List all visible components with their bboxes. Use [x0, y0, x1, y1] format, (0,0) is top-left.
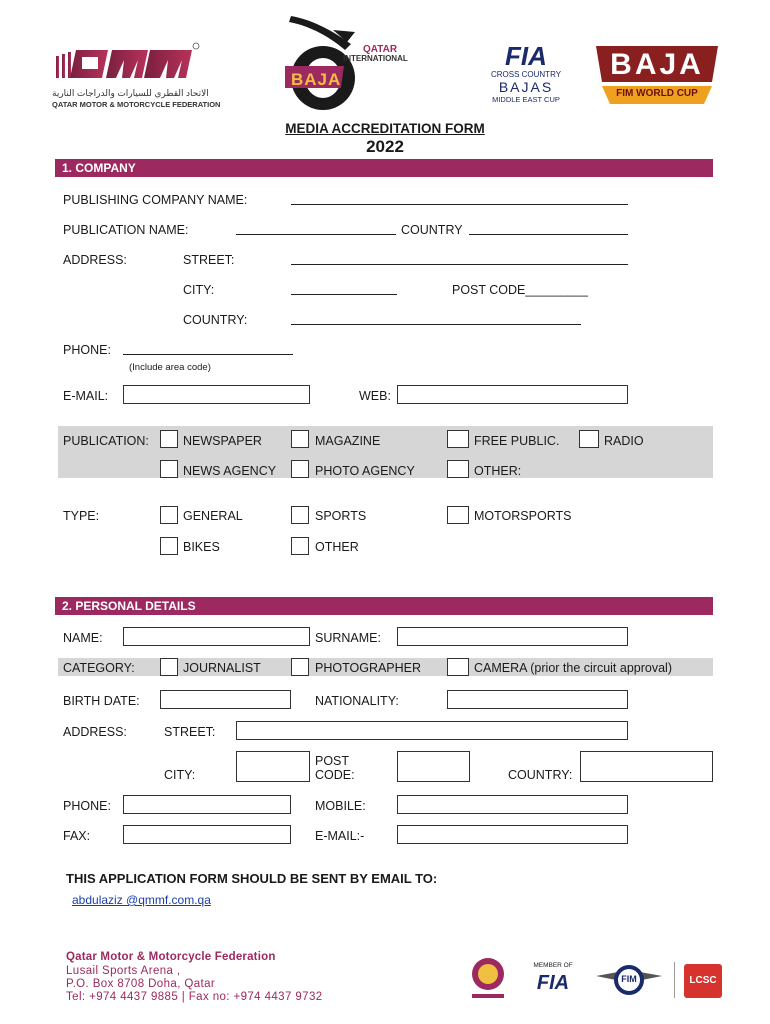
lcsc-divider — [674, 962, 675, 998]
member-of-fia — [528, 962, 578, 1000]
baja-qatar-text: QATAR — [363, 44, 398, 55]
personal-street-label: STREET: — [164, 725, 216, 739]
other-publication-label: OTHER: — [474, 464, 522, 478]
send-email-link[interactable]: abdulaziz @qmmf.com.qa — [72, 893, 211, 907]
mobile-input[interactable] — [397, 795, 628, 814]
radio-label: RADIO — [604, 434, 644, 448]
company-street-field[interactable] — [291, 264, 628, 265]
phone-hint: (Include area code) — [129, 362, 211, 373]
photographer-checkbox[interactable] — [291, 658, 309, 676]
company-phone-label: PHONE: — [63, 343, 111, 357]
general-checkbox[interactable] — [160, 506, 178, 524]
qatar-sport-emblem-icon — [468, 956, 508, 1000]
magazine-checkbox[interactable] — [291, 430, 309, 448]
bikes-checkbox[interactable] — [160, 537, 178, 555]
publication-name-label: PUBLICATION NAME: — [63, 223, 189, 237]
photographer-label: PHOTOGRAPHER — [315, 661, 422, 675]
newspaper-label: NEWSPAPER — [183, 434, 262, 448]
personal-postcode-input[interactable] — [397, 751, 470, 782]
sports-label: SPORTS — [315, 509, 367, 523]
company-phone-field[interactable] — [123, 354, 293, 355]
photo-agency-checkbox[interactable] — [291, 460, 309, 478]
personal-phone-input[interactable] — [123, 795, 291, 814]
lcsc-text: LCSC — [689, 975, 717, 986]
publication-name-field[interactable] — [236, 234, 396, 235]
personal-email-input[interactable] — [397, 825, 628, 844]
fia-line2: BAJAS — [498, 79, 554, 95]
fim-emblem — [594, 962, 664, 1002]
member-of-text: MEMBER OF — [533, 962, 573, 969]
birth-date-label: BIRTH DATE: — [63, 694, 140, 708]
photo-agency-label: PHOTO AGENCY — [315, 464, 415, 478]
nationality-input[interactable] — [447, 690, 628, 709]
form-title: MEDIA ACCREDITATION FORM — [285, 121, 485, 136]
section-company-header: 1. COMPANY — [55, 159, 713, 177]
publishing-company-field[interactable] — [291, 204, 628, 205]
newspaper-checkbox[interactable] — [160, 430, 178, 448]
fia-line1: CROSS COUNTRY — [490, 70, 562, 79]
personal-country-input[interactable] — [580, 751, 713, 782]
journalist-label: JOURNALIST — [183, 661, 261, 675]
personal-city-label: CITY: — [164, 768, 196, 782]
mobile-label: MOBILE: — [315, 799, 366, 813]
personal-street-input[interactable] — [236, 721, 628, 740]
footer-fia-logo: FIA — [536, 972, 570, 994]
personal-country-label: COUNTRY: — [508, 768, 573, 782]
motorsports-label: MOTORSPORTS — [474, 509, 572, 523]
qmmf-english: QATAR MOTOR & MOTORCYCLE FEDERATION — [52, 100, 221, 109]
news-agency-label: NEWS AGENCY — [183, 464, 277, 478]
personal-post-label: POST — [315, 754, 350, 768]
company-country2-label: COUNTRY: — [183, 313, 248, 327]
personal-address-label: ADDRESS: — [63, 725, 127, 739]
camera-checkbox[interactable] — [447, 658, 469, 676]
personal-phone-label: PHONE: — [63, 799, 111, 813]
free-public-checkbox[interactable] — [447, 430, 469, 448]
company-address-label: ADDRESS: — [63, 253, 127, 267]
company-country-field[interactable] — [469, 234, 628, 235]
sports-checkbox[interactable] — [291, 506, 309, 524]
company-email-input[interactable] — [123, 385, 310, 404]
company-email-label: E-MAIL: — [63, 389, 109, 403]
type-label: TYPE: — [63, 509, 100, 523]
company-postcode-label[interactable]: POST CODE_________ — [452, 283, 588, 297]
camera-label: CAMERA (prior the circuit approval) — [474, 661, 672, 675]
name-label: NAME: — [63, 631, 103, 645]
company-street-label: STREET: — [183, 253, 235, 267]
footer-fim-logo: FIM — [621, 974, 637, 984]
fim-world-cup-text: FIM WORLD CUP — [616, 88, 698, 99]
magazine-label: MAGAZINE — [315, 434, 381, 448]
personal-code-label: CODE: — [315, 768, 355, 782]
surname-label: SURNAME: — [315, 631, 381, 645]
birth-date-input[interactable] — [160, 690, 291, 709]
fia-logo-text: FIA — [505, 41, 547, 71]
qmmf-logo-mark — [52, 42, 202, 88]
baja-word: BAJA — [291, 70, 342, 89]
baja-emblem-icon — [285, 16, 415, 112]
other-type-label: OTHER — [315, 540, 359, 554]
bikes-label: BIKES — [183, 540, 220, 554]
free-public-label: FREE PUBLIC. — [474, 434, 560, 448]
personal-city-input[interactable] — [236, 751, 310, 782]
company-web-input[interactable] — [397, 385, 628, 404]
qmmf-logo — [52, 42, 221, 112]
general-label: GENERAL — [183, 509, 243, 523]
fim-baja-word: BAJA — [610, 48, 704, 81]
personal-email-label: E-MAIL:- — [315, 829, 365, 843]
company-city-label: CITY: — [183, 283, 215, 297]
publication-label: PUBLICATION: — [63, 434, 149, 448]
journalist-checkbox[interactable] — [160, 658, 178, 676]
motorsports-checkbox[interactable] — [447, 506, 469, 524]
news-agency-checkbox[interactable] — [160, 460, 178, 478]
section-personal-header: 2. PERSONAL DETAILS — [55, 597, 713, 615]
company-country-label: COUNTRY — [401, 223, 463, 237]
fia-bajas-logo — [488, 42, 564, 112]
fim-baja-logo — [592, 42, 722, 108]
fia-line3: MIDDLE EAST CUP — [492, 95, 560, 104]
company-web-label: WEB: — [359, 389, 391, 403]
company-city-field[interactable] — [291, 294, 397, 295]
footer-contact: Tel: +974 4437 9885 | Fax no: +974 4437 9732 — [66, 991, 323, 1003]
radio-checkbox[interactable] — [579, 430, 599, 448]
publishing-company-label: PUBLISHING COMPANY NAME: — [63, 193, 248, 207]
company-country2-field[interactable] — [291, 324, 581, 325]
footer-address-1: Lusail Sports Arena , — [66, 965, 181, 977]
footer-org: Qatar Motor & Motorcycle Federation — [66, 951, 276, 963]
qatar-baja-logo — [285, 16, 415, 112]
fax-input[interactable] — [123, 825, 291, 844]
name-input[interactable] — [123, 627, 310, 646]
form-year: 2022 — [366, 137, 404, 156]
nationality-label: NATIONALITY: — [315, 694, 399, 708]
baja-international-text: INTERNATIONAL — [343, 54, 408, 63]
qmmf-arabic: الاتحاد القطري للسيارات والدراجات النارية — [52, 88, 209, 98]
surname-input[interactable] — [397, 627, 628, 646]
other-type-checkbox[interactable] — [291, 537, 309, 555]
footer-address-2: P.O. Box 8708 Doha, Qatar — [66, 978, 216, 990]
send-instruction: THIS APPLICATION FORM SHOULD BE SENT BY EMAIL TO: — [66, 871, 438, 886]
category-label: CATEGORY: — [63, 661, 135, 675]
other-publication-checkbox[interactable] — [447, 460, 469, 478]
fax-label: FAX: — [63, 829, 91, 843]
